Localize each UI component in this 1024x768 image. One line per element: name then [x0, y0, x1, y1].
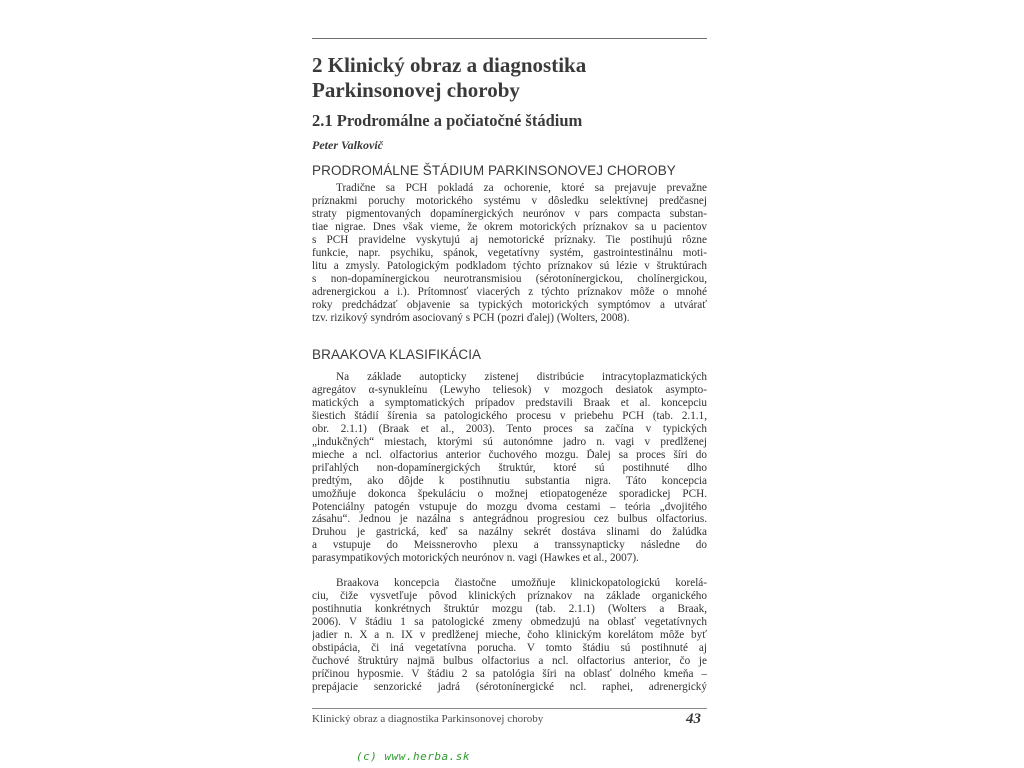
text-line: zásahu“. Jednou je nazálna s antegrádnou progresiou cez bulbus olfactorius.: [312, 513, 707, 526]
text-line: agregátov α-synukleínu (Lewyho teliesok) v mozgoch desiatok asympto-: [312, 383, 707, 396]
text-line: s non-dopamínergickou neurotransmisiou (sérotonínergickou, cholínergickou,: [312, 272, 707, 285]
text-line: litu a zmysly. Patologickým podkladom týchto príznakov sú lézie v štruktúrach: [312, 259, 707, 272]
text-line: Druhou je gastrická, keď sa nazálny sekrét dostáva slinami do žalúdka: [312, 526, 707, 539]
text-line: ciu, čiže vysvetľuje pôvod klinických príznakov na základe organického: [312, 589, 707, 602]
text-line: Potenciálny patogén vstupuje do mozgu dvoma cestami – teória „dvojitého: [312, 500, 707, 513]
author-name: Peter Valkovič: [312, 138, 383, 152]
text-line: Braakova koncepcia čiastočne umožňuje klinickopatologickú korelá-: [336, 577, 707, 589]
chapter-title: [312, 53, 712, 103]
text-line: obr. 2.1.1) (Braak et al., 2003). Tento proces sa začína v typických: [312, 422, 707, 435]
text-line: matických a symptomatických prípadov predstavili Braak et al. koncepciu: [312, 396, 707, 409]
text-line: Tradične sa PCH pokladá za ochorenie, ktoré sa prejavuje prevažne: [336, 182, 707, 194]
section-title: 2.1 Prodromálne a počiatočné štádium: [312, 111, 583, 130]
text-line: obstipácia, či iná vegetatívna porucha. V tomto štádiu sú postihnuté aj: [312, 641, 707, 654]
paragraph-prodromal: [312, 182, 707, 324]
text-line: 2006). V štádiu 1 sa patologické zmeny obmedzujú na oblasť vegetatívnych: [312, 615, 707, 628]
text-line: roky predchádzať objavenie sa typických motorických symptómov a utvárať: [312, 298, 707, 311]
heading-prodromal-stage: PRODROMÁLNE ŠTÁDIUM PARKINSONOVEJ CHOROBY: [312, 163, 676, 178]
text-line: príčinou hyposmie. V štádiu 2 sa patológia šíri na oblasť dolného kmeňa –: [312, 667, 707, 680]
chapter-title-line-1: 2 Klinický obraz a diagnostika: [312, 53, 587, 77]
text-line: šiestich štádií šírenia sa patologického procesu v priebehu PCH (tab. 2.1.1,: [312, 409, 707, 422]
footer-rule: [312, 708, 707, 709]
text-line: čuchové štruktúry najmä bulbus olfactorius a ncl. olfactorius anterior, čo je: [312, 654, 707, 667]
text-line: jadier n. X a n. IX v predĺženej mieche, čoho klinickým korelátom môže byť: [312, 628, 707, 641]
text-line: mieche a ncl. olfactorius anterior čuchového mozgu. Ďalej sa proces šíri do: [312, 448, 707, 461]
text-line: „indukčných“ miestach, ktorými sú autonómne jadro n. vagi v predĺženej: [312, 435, 707, 448]
text-line: príznakmi poruchy motorického systému v dôsledku selektívnej predčasnej: [312, 194, 707, 207]
text-line: postihnutia konkrétnych štruktúr mozgu (tab. 2.1.1) (Wolters a Braak,: [312, 602, 707, 615]
text-line: a vstupuje do Meissnerovho plexu a transsynapticky následne do: [312, 539, 707, 552]
heading-braak-classification: BRAAKOVA KLASIFIKÁCIA: [312, 347, 482, 362]
text-line: prepájacie senzorické jadrá (sérotonínergické ncl. raphei, adrenergický: [312, 680, 707, 693]
paragraph-braak-2: [312, 577, 707, 694]
text-line: parasympatikových motorických neurónov n. vagi (Hawkes et al., 2007).: [312, 552, 639, 565]
running-footer: Klinický obraz a diagnostika Parkinsonovej choroby: [312, 713, 544, 725]
text-line: tzv. rizikový syndróm asociovaný s PCH (pozri ďalej) (Wolters, 2008).: [312, 311, 630, 324]
page-number: 43: [686, 711, 701, 727]
watermark: (c) www.herba.sk: [356, 750, 470, 763]
text-line: Na základe autopticky zistenej distribúcie intracytoplazmatických: [336, 371, 707, 383]
text-line: s PCH pravidelne vyskytujú aj nemotorické príznaky. Tie postihujú rôzne: [312, 233, 707, 246]
top-rule: [312, 38, 707, 39]
text-line: adrenergickou a i.). Prítomnosť viacerých z týchto príznakov môže o mnohé: [312, 285, 707, 298]
text-line: straty pigmentovaných dopamínergických neurónov v pars compacta substan-: [312, 207, 707, 220]
text-line: umožňuje dokonca špekuláciu o možnej etiopatogenéze sporadickej PCH.: [312, 487, 707, 500]
chapter-title-line-2: Parkinsonovej choroby: [312, 78, 520, 102]
text-line: priľahlých non-dopamínergických štruktúr, ktoré sú postihnuté dlho: [312, 461, 707, 474]
paragraph-braak-1: [312, 371, 707, 565]
text-line: predtým, ako dôjde k postihnutiu substantia nigra. Táto koncepcia: [312, 474, 707, 487]
text-line: tiae nigrae. Dnes však vieme, že okrem motorických príznakov sa u pacientov: [312, 220, 707, 233]
text-line: funkcie, napr. psychiku, spánok, vegetatívny systém, gastrointestinálnu moti-: [312, 246, 707, 259]
